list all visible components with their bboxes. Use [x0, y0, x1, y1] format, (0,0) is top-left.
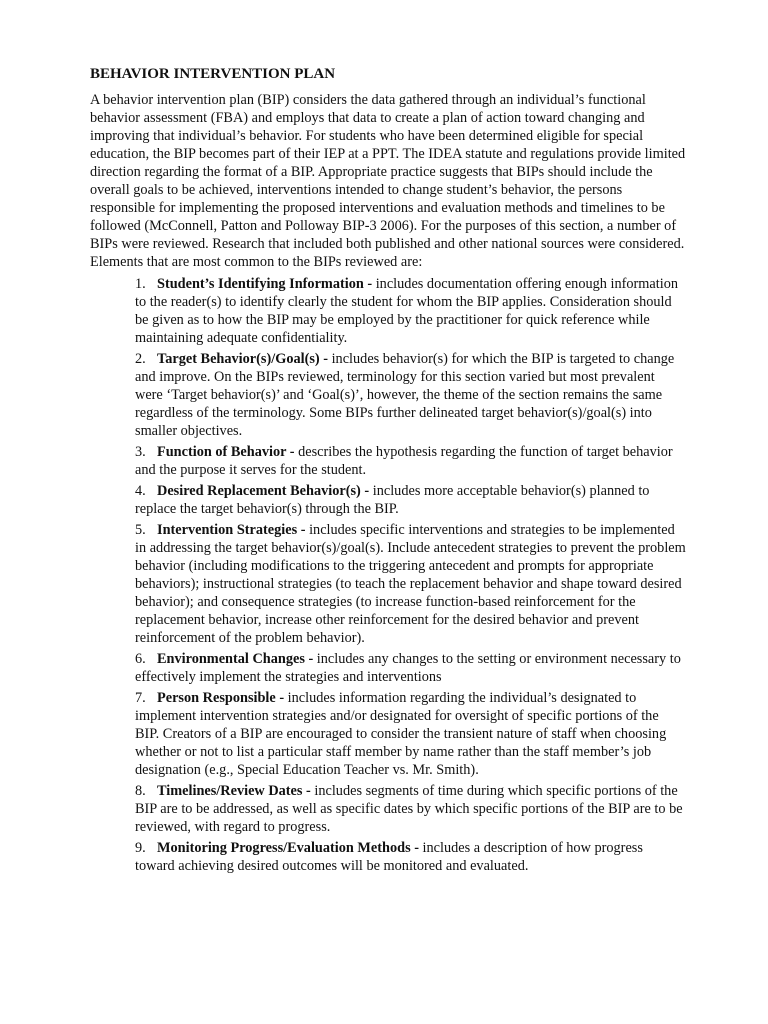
item-term: Monitoring Progress/Evaluation Methods -	[157, 840, 419, 856]
list-item	[135, 839, 686, 875]
item-number: 5.	[135, 522, 146, 538]
list-item	[135, 350, 686, 440]
item-text: includes any changes to the setting or environment necessary to effectively implement the strategies and interventions	[135, 651, 681, 685]
elements-list	[90, 275, 686, 875]
item-term: Target Behavior(s)/Goal(s) -	[157, 351, 329, 367]
item-term: Person Responsible -	[157, 690, 285, 706]
list-item	[135, 275, 686, 347]
item-number: 8.	[135, 783, 146, 799]
item-number: 4.	[135, 483, 146, 499]
item-term: Intervention Strategies -	[157, 522, 306, 538]
item-term: Desired Replacement Behavior(s) -	[157, 483, 370, 499]
item-text: includes segments of time during which specific portions of the BIP are to be addressed, as well as specific dates by which specific portions of the BIP are to be reviewed, with regard to progress.	[135, 783, 683, 835]
item-term: Student’s Identifying Information -	[157, 276, 373, 292]
list-item	[135, 650, 686, 686]
item-text: includes behavior(s) for which the BIP is targeted to change and improve. On the BIPs reviewed, terminology for this section varied but most prevalent were ‘Target behavior(s)’ and ‘Goal(s)’, however, the theme of the section remains the same regardless of the terminology. Some BIPs further delineated target behavior(s)/goal(s) into smaller objectives.	[135, 351, 675, 439]
item-text: includes specific interventions and strategies to be implemented in addressing the target behavior(s)/goal(s). Include antecedent strategies to prevent the problem behavior (including modifications to the triggering antecedent and prompts for appropriate behaviors); instructional strategies (to teach the replacement behavior and shape toward desired behavior); and consequence strategies (to increase function-based reinforcement for the replacement behavior, increase other reinforcement for the desired behavior and prevent reinforcement of the problem behavior).	[135, 522, 686, 646]
item-text: includes documentation offering enough information to the reader(s) to identify clearly the student for whom the BIP applies. Consideration should be given as to how the BIP may be employed by the practitioner for quick reference while maintaining adequate confidentiality.	[135, 276, 678, 346]
list-item	[135, 782, 686, 836]
item-number: 7.	[135, 690, 146, 706]
document-title: BEHAVIOR INTERVENTION PLAN	[90, 66, 336, 82]
item-number: 9.	[135, 840, 146, 856]
list-item	[135, 443, 686, 479]
item-number: 6.	[135, 651, 146, 667]
item-number: 3.	[135, 444, 146, 460]
item-number: 1.	[135, 276, 146, 292]
item-term: Environmental Changes -	[157, 651, 314, 667]
list-item	[135, 521, 686, 647]
intro-paragraph: A behavior intervention plan (BIP) considers the data gathered through an individual’s functional behavior assessment (FBA) and employs that data to create a plan of action toward changing and improving that individual’s behavior. For students who have been determined eligible for special education, the BIP becomes part of their IEP at a PPT. The IDEA statute and regulations provide limited direction regarding the format of a BIP. Appropriate practice suggests that BIPs should include the overall goals to be achieved, interventions intended to change student’s behavior, the persons responsible for implementing the proposed interventions and evaluation methods and timelines to be followed (McConnell, Patton and Polloway BIP-3 2006). For the purposes of this section, a number of BIPs were reviewed. Research that included both published and other national sources were considered. Elements that are most common to the BIPs reviewed are:	[90, 92, 686, 270]
list-item	[135, 689, 686, 779]
item-text: includes information regarding the individual’s designated to implement intervention strategies and/or designated for oversight of specific portions of the BIP. Creators of a BIP are encouraged to consider the transient nature of staff when choosing whether or not to list a particular staff member by name rather than the staff member’s job designation (e.g., Special Education Teacher vs. Mr. Smith).	[135, 690, 667, 778]
list-item	[135, 482, 686, 518]
document-page	[90, 64, 686, 878]
item-text: includes a description of how progress toward achieving desired outcomes will be monitored and evaluated.	[135, 840, 643, 874]
item-text: includes more acceptable behavior(s) planned to replace the target behavior(s) through the BIP.	[135, 483, 650, 517]
item-term: Function of Behavior -	[157, 444, 295, 460]
item-text: describes the hypothesis regarding the function of target behavior and the purpose it serves for the student.	[135, 444, 673, 478]
item-number: 2.	[135, 351, 146, 367]
item-term: Timelines/Review Dates -	[157, 783, 311, 799]
